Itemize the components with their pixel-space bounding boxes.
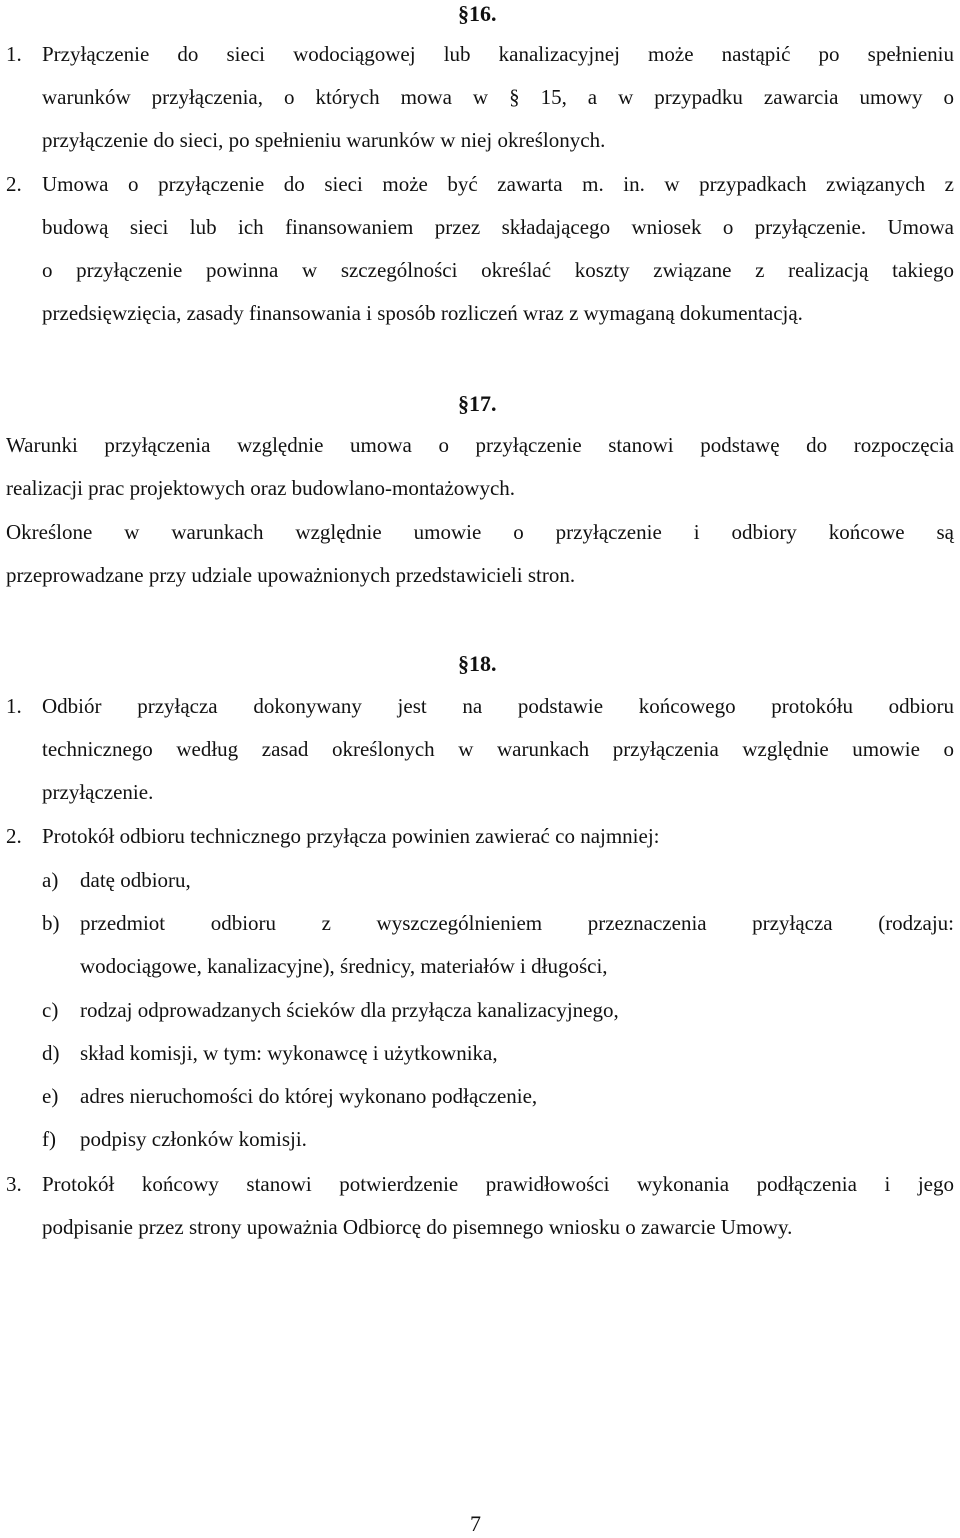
s18-p2-line: Protokół odbioru technicznego przyłącza powinien zawierać co najmniej: bbox=[42, 824, 660, 848]
list-item-line: przedmiot odbioru z wyszczególnieniem przeznaczenia przyłącza (rodzaju: bbox=[80, 911, 954, 935]
list-item-line: rodzaj odprowadzanych ścieków dla przyłącza kanalizacyjnego, bbox=[80, 998, 619, 1022]
s18-p1-line: technicznego według zasad określonych w warunkach przyłączenia względnie umowie o bbox=[42, 737, 954, 761]
list-item-text bbox=[80, 902, 954, 988]
list-item-line: adres nieruchomości do której wykonano podłączenie, bbox=[80, 1084, 538, 1108]
list-item-label: d) bbox=[42, 1041, 60, 1065]
s16-p2-line: budową sieci lub ich finansowaniem przez składającego wniosek o przyłączenie. Umowa bbox=[42, 215, 954, 239]
s18-p1-number: 1. bbox=[6, 694, 22, 718]
list-item-text bbox=[80, 859, 954, 902]
section-18-heading: §18. bbox=[458, 651, 497, 676]
s18-p1-text bbox=[42, 685, 954, 814]
s17-p1-text bbox=[6, 424, 954, 510]
list-item-text bbox=[80, 1118, 954, 1161]
s17-p2-line: przeprowadzane przy udziale upoważnionych przedstawicieli stron. bbox=[6, 563, 576, 587]
list-item-label: c) bbox=[42, 998, 59, 1022]
s18-p2-text bbox=[42, 815, 954, 858]
list-item-label: f) bbox=[42, 1127, 56, 1151]
list-item-line: skład komisji, w tym: wykonawcę i użytkownika, bbox=[80, 1041, 498, 1065]
s18-p1-line: przyłączenie. bbox=[42, 780, 154, 804]
list-item-text bbox=[80, 1032, 954, 1075]
s18-p3-line: podpisanie przez strony upoważnia Odbiorcę do pisemnego wniosku o zawarcie Umowy. bbox=[42, 1215, 793, 1239]
list-item-line: datę odbioru, bbox=[80, 868, 191, 892]
list-item-label: e) bbox=[42, 1084, 59, 1108]
page-number: 7 bbox=[470, 1511, 481, 1536]
s16-p2-text bbox=[42, 163, 954, 335]
s16-p1-line: Przyłączenie do sieci wodociągowej lub kanalizacyjnej może nastąpić po spełnieniu bbox=[42, 42, 954, 66]
list-item-line: wodociągowe, kanalizacyjne), średnicy, materiałów i długości, bbox=[80, 954, 608, 978]
s16-p2-line: przedsięwzięcia, zasady finansowania i sposób rozliczeń wraz z wymaganą dokumentacją. bbox=[42, 301, 803, 325]
s16-p2-line: Umowa o przyłączenie do sieci może być zawarta m. in. w przypadkach związanych z bbox=[42, 172, 954, 196]
s18-p3-line: Protokół końcowy stanowi potwierdzenie prawidłowości wykonania podłączenia i jego bbox=[42, 1172, 954, 1196]
s17-p1-line: realizacji prac projektowych oraz budowlano-montażowych. bbox=[6, 476, 516, 500]
s18-p3-number: 3. bbox=[6, 1172, 22, 1196]
s16-p1-text bbox=[42, 33, 954, 162]
s18-p3-text bbox=[42, 1163, 954, 1249]
s16-p2-number: 2. bbox=[6, 172, 22, 196]
section-16-heading: §16. bbox=[458, 1, 497, 26]
s16-p1-number: 1. bbox=[6, 42, 22, 66]
s16-p2-line: o przyłączenie powinna w szczególności określać koszty związane z realizacją takiego bbox=[42, 258, 954, 282]
s18-p1-line: Odbiór przyłącza dokonywany jest na podstawie końcowego protokółu odbioru bbox=[42, 694, 954, 718]
list-item-line: podpisy członków komisji. bbox=[80, 1127, 307, 1151]
s18-p2-number: 2. bbox=[6, 824, 22, 848]
s17-p2-line: Określone w warunkach względnie umowie o przyłączenie i odbiory końcowe są bbox=[6, 520, 954, 544]
list-item-label: a) bbox=[42, 868, 59, 892]
s17-p2-text bbox=[6, 511, 954, 597]
list-item-text bbox=[80, 1075, 954, 1118]
s17-p1-line: Warunki przyłączenia względnie umowa o przyłączenie stanowi podstawę do rozpoczęcia bbox=[6, 433, 954, 457]
list-item-label: b) bbox=[42, 911, 60, 935]
s16-p1-line: warunków przyłączenia, o których mowa w § 15, a w przypadku zawarcia umowy o bbox=[42, 85, 954, 109]
s16-p1-line: przyłączenie do sieci, po spełnieniu warunków w niej określonych. bbox=[42, 128, 606, 152]
section-17-heading: §17. bbox=[458, 391, 497, 416]
list-item-text bbox=[80, 989, 954, 1032]
